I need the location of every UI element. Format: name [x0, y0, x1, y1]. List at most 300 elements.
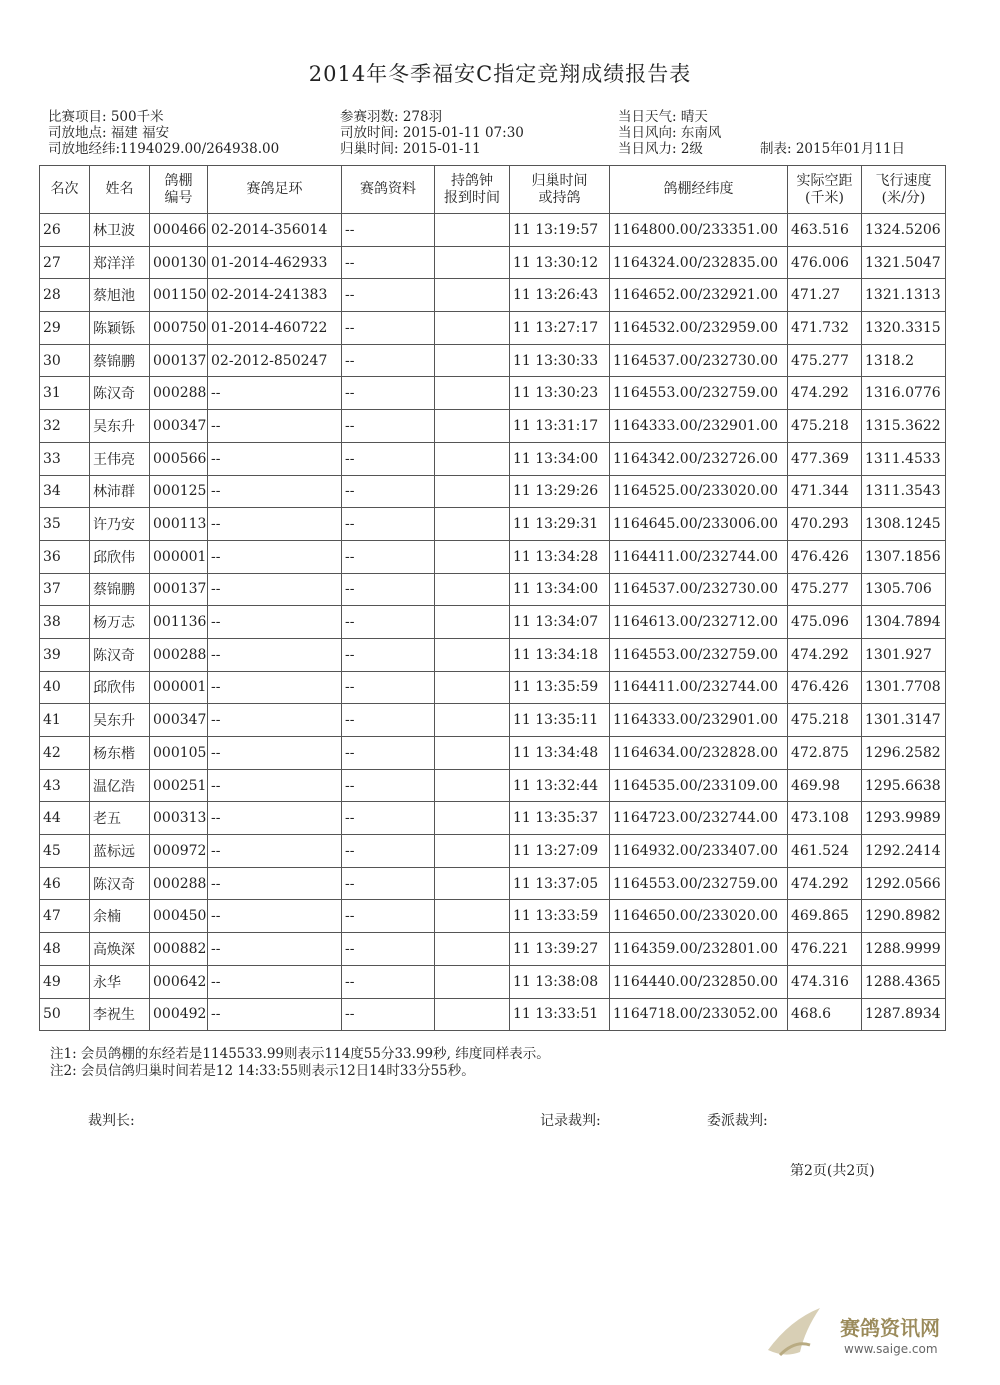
table-cell: 1164932.00/233407.00 [610, 835, 788, 868]
table-cell: -- [208, 475, 342, 508]
table-cell: 郑洋洋 [90, 246, 150, 279]
table-cell: 1164359.00/232801.00 [610, 933, 788, 966]
table-cell: 37 [40, 573, 90, 606]
table-cell: 杨东楷 [90, 737, 150, 770]
table-cell: 01-2014-460722 [208, 312, 342, 345]
table-cell: 474.292 [788, 638, 862, 671]
table-cell: -- [342, 671, 435, 704]
table-cell: 1321.5047 [862, 246, 946, 279]
table-row [40, 410, 946, 443]
table-cell: 1321.1313 [862, 279, 946, 312]
table-row [40, 312, 946, 345]
table-row [40, 769, 946, 802]
table-cell: 温亿浩 [90, 769, 150, 802]
table-cell: -- [342, 214, 435, 247]
table-cell: 34 [40, 475, 90, 508]
column-header: 赛鸽资料 [342, 166, 435, 214]
table-cell: 11 13:34:18 [510, 638, 610, 671]
table-cell: 1164537.00/232730.00 [610, 344, 788, 377]
table-cell: -- [208, 638, 342, 671]
table-row [40, 540, 946, 573]
table-cell: 1164634.00/232828.00 [610, 737, 788, 770]
return-time: 归巢时间: 2015-01-11 [340, 141, 481, 157]
table-cell: 463.516 [788, 214, 862, 247]
column-header: 名次 [40, 166, 90, 214]
table-cell: -- [208, 867, 342, 900]
table-cell: 1308.1245 [862, 508, 946, 541]
table-cell: 11 13:27:17 [510, 312, 610, 345]
info-column-2 [340, 109, 524, 157]
table-cell: 1164525.00/233020.00 [610, 475, 788, 508]
table-cell [435, 965, 510, 998]
table-cell: -- [208, 802, 342, 835]
table-row [40, 606, 946, 639]
table-cell: 1164645.00/233006.00 [610, 508, 788, 541]
race-item: 比赛项目: 500千米 [48, 109, 164, 125]
table-cell [435, 573, 510, 606]
table-cell: 11 13:34:00 [510, 442, 610, 475]
info-column-3 [618, 109, 721, 157]
table-cell: 1311.4533 [862, 442, 946, 475]
table-cell: 1164553.00/232759.00 [610, 867, 788, 900]
table-cell: 1290.8982 [862, 900, 946, 933]
table-cell: 48 [40, 933, 90, 966]
table-cell: 陈汉奇 [90, 377, 150, 410]
table-cell: -- [342, 540, 435, 573]
table-header-row [40, 166, 946, 214]
table-cell [435, 802, 510, 835]
table-cell: 11 13:33:51 [510, 998, 610, 1031]
table-cell: 1164553.00/232759.00 [610, 377, 788, 410]
table-cell: -- [208, 442, 342, 475]
table-cell: 000288 [150, 638, 208, 671]
table-row [40, 900, 946, 933]
table-cell: -- [208, 671, 342, 704]
table-cell: 王伟亮 [90, 442, 150, 475]
made-date: 制表: 2015年01月11日 [760, 141, 906, 157]
table-cell: 000882 [150, 933, 208, 966]
table-row [40, 508, 946, 541]
table-cell: 000001 [150, 540, 208, 573]
table-cell [435, 769, 510, 802]
table-cell: -- [208, 508, 342, 541]
table-cell: -- [342, 377, 435, 410]
table-row [40, 344, 946, 377]
column-header: 持鸽钟 报到时间 [435, 166, 510, 214]
table-cell: 000130 [150, 246, 208, 279]
table-cell: 000492 [150, 998, 208, 1031]
page-number: 第2页(共2页) [790, 1163, 875, 1179]
table-cell: 45 [40, 835, 90, 868]
table-body [40, 214, 946, 1031]
table-cell: 33 [40, 442, 90, 475]
table-cell: -- [342, 965, 435, 998]
table-cell [435, 442, 510, 475]
table-cell: 1320.3315 [862, 312, 946, 345]
table-cell: 475.218 [788, 410, 862, 443]
table-cell: 49 [40, 965, 90, 998]
table-cell: 林沛群 [90, 475, 150, 508]
table-cell: 476.221 [788, 933, 862, 966]
table-cell: 1301.927 [862, 638, 946, 671]
table-cell: 44 [40, 802, 90, 835]
table-cell: -- [342, 802, 435, 835]
table-cell: 000642 [150, 965, 208, 998]
table-cell [435, 867, 510, 900]
table-cell: 邱欣伟 [90, 540, 150, 573]
table-cell: 许乃安 [90, 508, 150, 541]
table-cell: 11 13:34:28 [510, 540, 610, 573]
table-cell: 28 [40, 279, 90, 312]
table-cell: 473.108 [788, 802, 862, 835]
wind-force: 当日风力: 2级 [618, 141, 703, 157]
table-cell: -- [342, 442, 435, 475]
watermark-logo [760, 1300, 960, 1370]
table-cell: 余楠 [90, 900, 150, 933]
table-row [40, 737, 946, 770]
table-cell: 1301.7708 [862, 671, 946, 704]
table-cell: 1307.1856 [862, 540, 946, 573]
table-cell: 000347 [150, 704, 208, 737]
table-row [40, 246, 946, 279]
table-cell: 000972 [150, 835, 208, 868]
table-cell: 蓝标远 [90, 835, 150, 868]
table-cell [435, 900, 510, 933]
table-row [40, 279, 946, 312]
table-cell: 11 13:35:11 [510, 704, 610, 737]
table-cell: 1295.6638 [862, 769, 946, 802]
table-cell: 11 13:34:00 [510, 573, 610, 606]
table-cell: -- [342, 998, 435, 1031]
table-cell: 1164718.00/233052.00 [610, 998, 788, 1031]
table-row [40, 638, 946, 671]
table-cell: -- [342, 704, 435, 737]
table-cell: 陈颖铄 [90, 312, 150, 345]
table-cell: 1311.3543 [862, 475, 946, 508]
table-cell: 11 13:34:48 [510, 737, 610, 770]
table-cell: 38 [40, 606, 90, 639]
table-cell: 000001 [150, 671, 208, 704]
table-cell: 林卫波 [90, 214, 150, 247]
table-cell: 477.369 [788, 442, 862, 475]
table-cell: 1318.2 [862, 344, 946, 377]
table-cell: 471.344 [788, 475, 862, 508]
table-cell: 11 13:32:44 [510, 769, 610, 802]
table-cell: 43 [40, 769, 90, 802]
table-cell [435, 279, 510, 312]
table-cell: 47 [40, 900, 90, 933]
table-row [40, 475, 946, 508]
release-coords: 司放地经纬:1194029.00/264938.00 [48, 141, 280, 157]
table-cell: 000113 [150, 508, 208, 541]
column-header: 飞行速度 (米/分) [862, 166, 946, 214]
table-cell: 41 [40, 704, 90, 737]
table-cell: 000313 [150, 802, 208, 835]
table-cell: 1164333.00/232901.00 [610, 410, 788, 443]
table-cell: 1164537.00/232730.00 [610, 573, 788, 606]
table-cell: 475.218 [788, 704, 862, 737]
recorder-judge-label: 记录裁判: [540, 1113, 601, 1129]
table-cell [435, 998, 510, 1031]
table-cell [435, 704, 510, 737]
table-cell: 476.426 [788, 540, 862, 573]
table-row [40, 802, 946, 835]
table-cell: 1293.9989 [862, 802, 946, 835]
table-cell: 1324.5206 [862, 214, 946, 247]
table-row [40, 998, 946, 1031]
table-cell: 02-2014-356014 [208, 214, 342, 247]
table-cell: -- [342, 867, 435, 900]
table-cell: 11 13:37:05 [510, 867, 610, 900]
note-2: 注2: 会员信鸽归巢时间若是12 14:33:55则表示12日14时33分55秒。 [50, 1063, 475, 1079]
weather: 当日天气: 晴天 [618, 109, 708, 125]
table-cell: -- [342, 573, 435, 606]
table-cell: 高焕深 [90, 933, 150, 966]
table-cell: 11 13:29:26 [510, 475, 610, 508]
table-cell [435, 638, 510, 671]
table-cell: 50 [40, 998, 90, 1031]
table-cell: 1315.3622 [862, 410, 946, 443]
table-row [40, 933, 946, 966]
table-cell: -- [342, 279, 435, 312]
table-cell: -- [342, 900, 435, 933]
column-header: 鸽棚经纬度 [610, 166, 788, 214]
table-cell: 1164342.00/232726.00 [610, 442, 788, 475]
table-cell: 1164411.00/232744.00 [610, 540, 788, 573]
table-cell: 46 [40, 867, 90, 900]
report-title: 2014年冬季福安C指定竞翔成绩报告表 [308, 62, 692, 86]
table-cell: -- [342, 475, 435, 508]
table-cell: 李祝生 [90, 998, 150, 1031]
table-cell: -- [342, 606, 435, 639]
table-cell: 1164652.00/232921.00 [610, 279, 788, 312]
table-cell: 469.865 [788, 900, 862, 933]
table-cell: 471.27 [788, 279, 862, 312]
table-cell: 29 [40, 312, 90, 345]
table-cell: 11 13:33:59 [510, 900, 610, 933]
column-header: 实际空距 (千米) [788, 166, 862, 214]
table-cell: 蔡旭池 [90, 279, 150, 312]
table-row [40, 377, 946, 410]
table-cell: -- [342, 312, 435, 345]
watermark-url: www.saige.com [844, 1342, 938, 1356]
table-cell [435, 508, 510, 541]
table-cell [435, 344, 510, 377]
table-cell [435, 606, 510, 639]
table-cell: 02-2012-850247 [208, 344, 342, 377]
info-column-1 [48, 109, 279, 157]
table-cell: 1164800.00/233351.00 [610, 214, 788, 247]
table-cell: 02-2014-241383 [208, 279, 342, 312]
chief-judge-label: 裁判长: [88, 1113, 135, 1129]
notes [50, 1046, 550, 1080]
table-cell: 000466 [150, 214, 208, 247]
table-cell: 001150 [150, 279, 208, 312]
table-cell [435, 540, 510, 573]
table-cell: 1164650.00/233020.00 [610, 900, 788, 933]
table-cell: 001136 [150, 606, 208, 639]
table-cell: 1164613.00/232712.00 [610, 606, 788, 639]
table-cell: 11 13:34:07 [510, 606, 610, 639]
table-cell: -- [208, 573, 342, 606]
table-cell: -- [342, 835, 435, 868]
table-cell: 1292.0566 [862, 867, 946, 900]
table-cell: 26 [40, 214, 90, 247]
table-cell: 1304.7894 [862, 606, 946, 639]
table-cell: 000137 [150, 573, 208, 606]
table-cell: 11 13:38:08 [510, 965, 610, 998]
table-cell: 陈汉奇 [90, 638, 150, 671]
table-cell: 11 13:19:57 [510, 214, 610, 247]
table-cell [435, 835, 510, 868]
table-row [40, 573, 946, 606]
table-cell: 472.875 [788, 737, 862, 770]
table-cell: 永华 [90, 965, 150, 998]
table-cell: 1164333.00/232901.00 [610, 704, 788, 737]
table-cell: 1164535.00/233109.00 [610, 769, 788, 802]
table-cell: 27 [40, 246, 90, 279]
table-cell [435, 410, 510, 443]
table-cell: 000750 [150, 312, 208, 345]
table-cell: 32 [40, 410, 90, 443]
table-cell: 000137 [150, 344, 208, 377]
table-cell: 1301.3147 [862, 704, 946, 737]
table-cell: 39 [40, 638, 90, 671]
table-cell: 11 13:30:23 [510, 377, 610, 410]
table-cell: 1305.706 [862, 573, 946, 606]
table-cell: 1292.2414 [862, 835, 946, 868]
table-cell: 000288 [150, 377, 208, 410]
table-cell: -- [208, 933, 342, 966]
table-cell: 11 13:29:31 [510, 508, 610, 541]
table-cell: 1287.8934 [862, 998, 946, 1031]
table-cell: -- [342, 508, 435, 541]
table-cell: -- [208, 606, 342, 639]
results-table [39, 165, 946, 1031]
table-cell: 杨万志 [90, 606, 150, 639]
release-place: 司放地点: 福建 福安 [48, 125, 170, 141]
table-row [40, 671, 946, 704]
table-cell: 36 [40, 540, 90, 573]
table-cell: 475.096 [788, 606, 862, 639]
table-cell: 蔡锦鹏 [90, 573, 150, 606]
table-cell: 476.006 [788, 246, 862, 279]
table-cell: 461.524 [788, 835, 862, 868]
table-row [40, 704, 946, 737]
table-cell: 01-2014-462933 [208, 246, 342, 279]
table-cell: -- [208, 769, 342, 802]
column-header: 赛鸽足环 [208, 166, 342, 214]
table-cell: 476.426 [788, 671, 862, 704]
table-cell: 1164532.00/232959.00 [610, 312, 788, 345]
table-cell: 42 [40, 737, 90, 770]
delegate-judge-label: 委派裁判: [707, 1113, 768, 1129]
table-cell: 老五 [90, 802, 150, 835]
table-cell [435, 737, 510, 770]
table-cell: 1164411.00/232744.00 [610, 671, 788, 704]
table-cell: -- [208, 410, 342, 443]
table-cell: 11 13:30:12 [510, 246, 610, 279]
table-cell: -- [342, 246, 435, 279]
table-cell: 1288.9999 [862, 933, 946, 966]
table-cell [435, 214, 510, 247]
table-row [40, 965, 946, 998]
table-cell: 000105 [150, 737, 208, 770]
table-cell: -- [342, 933, 435, 966]
table-cell [435, 933, 510, 966]
table-cell: 475.277 [788, 573, 862, 606]
table-cell: -- [208, 704, 342, 737]
table-row [40, 835, 946, 868]
table-cell: 35 [40, 508, 90, 541]
table-cell: 吴东升 [90, 410, 150, 443]
table-cell: 11 13:27:09 [510, 835, 610, 868]
table-cell: 000347 [150, 410, 208, 443]
table-cell: 30 [40, 344, 90, 377]
table-cell: 11 13:35:37 [510, 802, 610, 835]
table-cell [435, 312, 510, 345]
table-cell [435, 246, 510, 279]
table-cell: -- [342, 410, 435, 443]
table-cell [435, 475, 510, 508]
table-cell: -- [208, 737, 342, 770]
release-time: 司放时间: 2015-01-11 07:30 [340, 125, 524, 141]
table-cell: 40 [40, 671, 90, 704]
table-cell: 11 13:31:17 [510, 410, 610, 443]
table-cell: 1164324.00/232835.00 [610, 246, 788, 279]
table-cell: 11 13:35:59 [510, 671, 610, 704]
table-cell: 468.6 [788, 998, 862, 1031]
column-header: 姓名 [90, 166, 150, 214]
table-cell: 陈汉奇 [90, 867, 150, 900]
note-1: 注1: 会员鸽棚的东经若是1145533.99则表示114度55分33.99秒, 纬度同样表示。 [50, 1046, 550, 1062]
table-cell: 1164723.00/232744.00 [610, 802, 788, 835]
pigeon-logo-icon [760, 1300, 830, 1370]
table-cell: 474.292 [788, 377, 862, 410]
table-cell: -- [342, 344, 435, 377]
table-cell: 11 13:26:43 [510, 279, 610, 312]
table-cell: 470.293 [788, 508, 862, 541]
table-cell: 31 [40, 377, 90, 410]
table-cell: 000251 [150, 769, 208, 802]
table-cell: 1288.4365 [862, 965, 946, 998]
table-cell: -- [208, 835, 342, 868]
table-cell: -- [208, 377, 342, 410]
table-cell: 1164553.00/232759.00 [610, 638, 788, 671]
table-cell: 469.98 [788, 769, 862, 802]
table-cell: -- [208, 965, 342, 998]
table-cell: 471.732 [788, 312, 862, 345]
table-cell: 475.277 [788, 344, 862, 377]
table-cell: 000450 [150, 900, 208, 933]
table-cell: 吴东升 [90, 704, 150, 737]
table-cell: -- [342, 638, 435, 671]
table-cell: -- [208, 900, 342, 933]
table-row [40, 214, 946, 247]
table-cell: -- [342, 737, 435, 770]
column-header: 鸽棚 编号 [150, 166, 208, 214]
table-cell: 000125 [150, 475, 208, 508]
table-cell: 11 13:39:27 [510, 933, 610, 966]
table-row [40, 867, 946, 900]
table-cell: 000566 [150, 442, 208, 475]
table-cell: 蔡锦鹏 [90, 344, 150, 377]
table-cell: -- [342, 769, 435, 802]
table-cell: 1316.0776 [862, 377, 946, 410]
table-cell: 474.316 [788, 965, 862, 998]
table-cell: 11 13:30:33 [510, 344, 610, 377]
table-cell: 邱欣伟 [90, 671, 150, 704]
